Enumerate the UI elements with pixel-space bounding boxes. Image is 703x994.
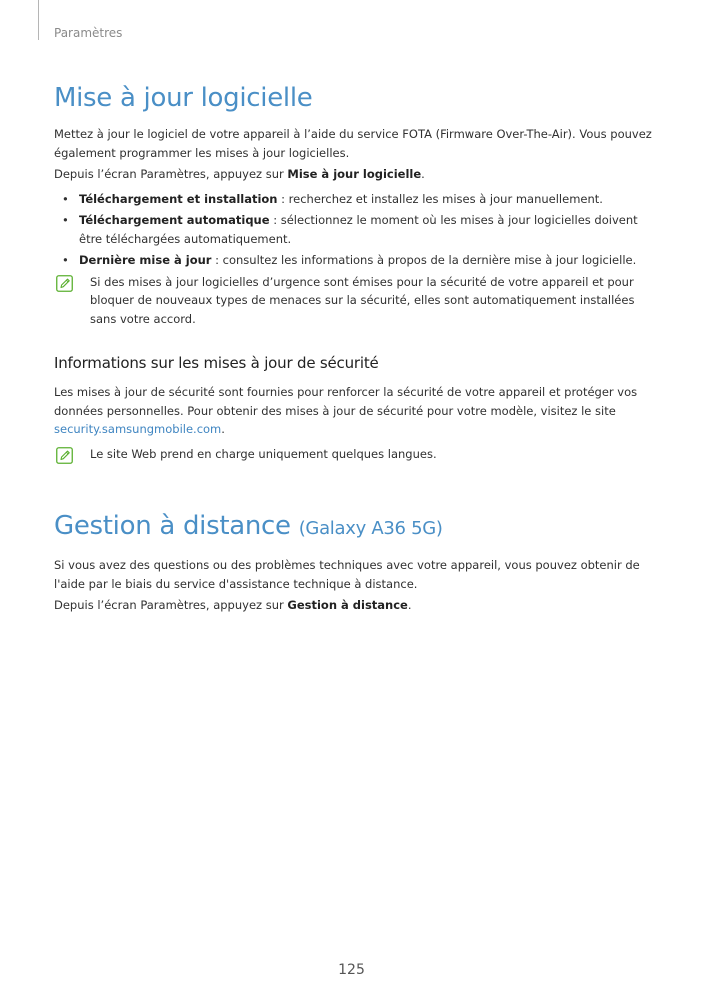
note-text: Si des mises à jour logicielles d’urgence sont émises pour la sécurité de votre appareil et pour bloquer de nouveaux types de menaces sur la sécurité, elles sont automatiquement installées sans votre accord. bbox=[90, 274, 635, 326]
path-suffix: . bbox=[407, 598, 412, 612]
option-text: : consultez les informations à propos de la dernière mise à jour logicielle. bbox=[211, 253, 637, 267]
bullet-dot: • bbox=[62, 253, 69, 267]
list-item bbox=[54, 190, 654, 209]
section-title-main: Gestion à distance bbox=[54, 511, 291, 541]
option-term: Téléchargement automatique bbox=[79, 213, 270, 227]
section-title-software-update: Mise à jour logicielle bbox=[54, 83, 313, 113]
breadcrumb: Paramètres bbox=[54, 26, 123, 40]
option-term: Dernière mise à jour bbox=[79, 253, 212, 267]
subsection-body: Les mises à jour de sécurité sont fournies pour renforcer la sécurité de votre appareil et protéger vos données personnelles. Pour obtenir des mises à jour de sécurité pour votre modèle, visitez le site bbox=[54, 385, 638, 418]
list-item bbox=[54, 211, 654, 248]
navigation-path bbox=[54, 596, 654, 615]
path-item: Gestion à distance bbox=[287, 598, 408, 612]
list-item bbox=[54, 251, 654, 270]
note bbox=[54, 273, 654, 329]
note-pencil-icon bbox=[56, 447, 73, 464]
section-title-model: (Galaxy A36 5G) bbox=[298, 518, 443, 539]
subsection-title-security-updates: Informations sur les mises à jour de sécurité bbox=[54, 354, 379, 372]
section-intro: Mettez à jour le logiciel de votre appareil à l’aide du service FOTA (Firmware Over-The-Air). Vous pouvez également programmer les mises à jour logicielles. bbox=[54, 127, 652, 160]
option-term: Téléchargement et installation bbox=[79, 191, 278, 206]
bullet-dot: • bbox=[62, 213, 69, 227]
header-divider bbox=[38, 0, 39, 40]
note-text: Le site Web prend en charge uniquement quelques langues. bbox=[90, 446, 437, 461]
security-site-link[interactable]: security.samsungmobile.com bbox=[54, 422, 222, 436]
navigation-path bbox=[54, 165, 654, 184]
subsection-end: . bbox=[221, 422, 225, 436]
section-title-remote-management bbox=[54, 510, 654, 545]
path-prefix: Depuis l’écran Paramètres, appuyez sur bbox=[54, 167, 288, 181]
path-item: Mise à jour logicielle bbox=[287, 167, 422, 181]
section-intro: Si vous avez des questions ou des problèmes techniques avec votre appareil, vous pouvez obtenir de l'aide par le biais du service d'assistance technique à distance. bbox=[54, 558, 640, 591]
option-text: : recherchez et installez les mises à jour manuellement. bbox=[277, 191, 603, 206]
note-pencil-icon bbox=[56, 275, 73, 292]
subsection-text bbox=[54, 383, 654, 439]
option-text: : sélectionnez le moment où les mises à jour logicielles doivent être téléchargées automatiquement. bbox=[79, 213, 638, 246]
page-content bbox=[54, 82, 654, 618]
bullet-dot: • bbox=[62, 191, 69, 206]
note bbox=[54, 445, 654, 464]
option-list bbox=[54, 190, 654, 270]
page-number: 125 bbox=[338, 962, 365, 978]
path-prefix: Depuis l’écran Paramètres, appuyez sur bbox=[54, 598, 288, 612]
path-suffix: . bbox=[421, 167, 425, 181]
